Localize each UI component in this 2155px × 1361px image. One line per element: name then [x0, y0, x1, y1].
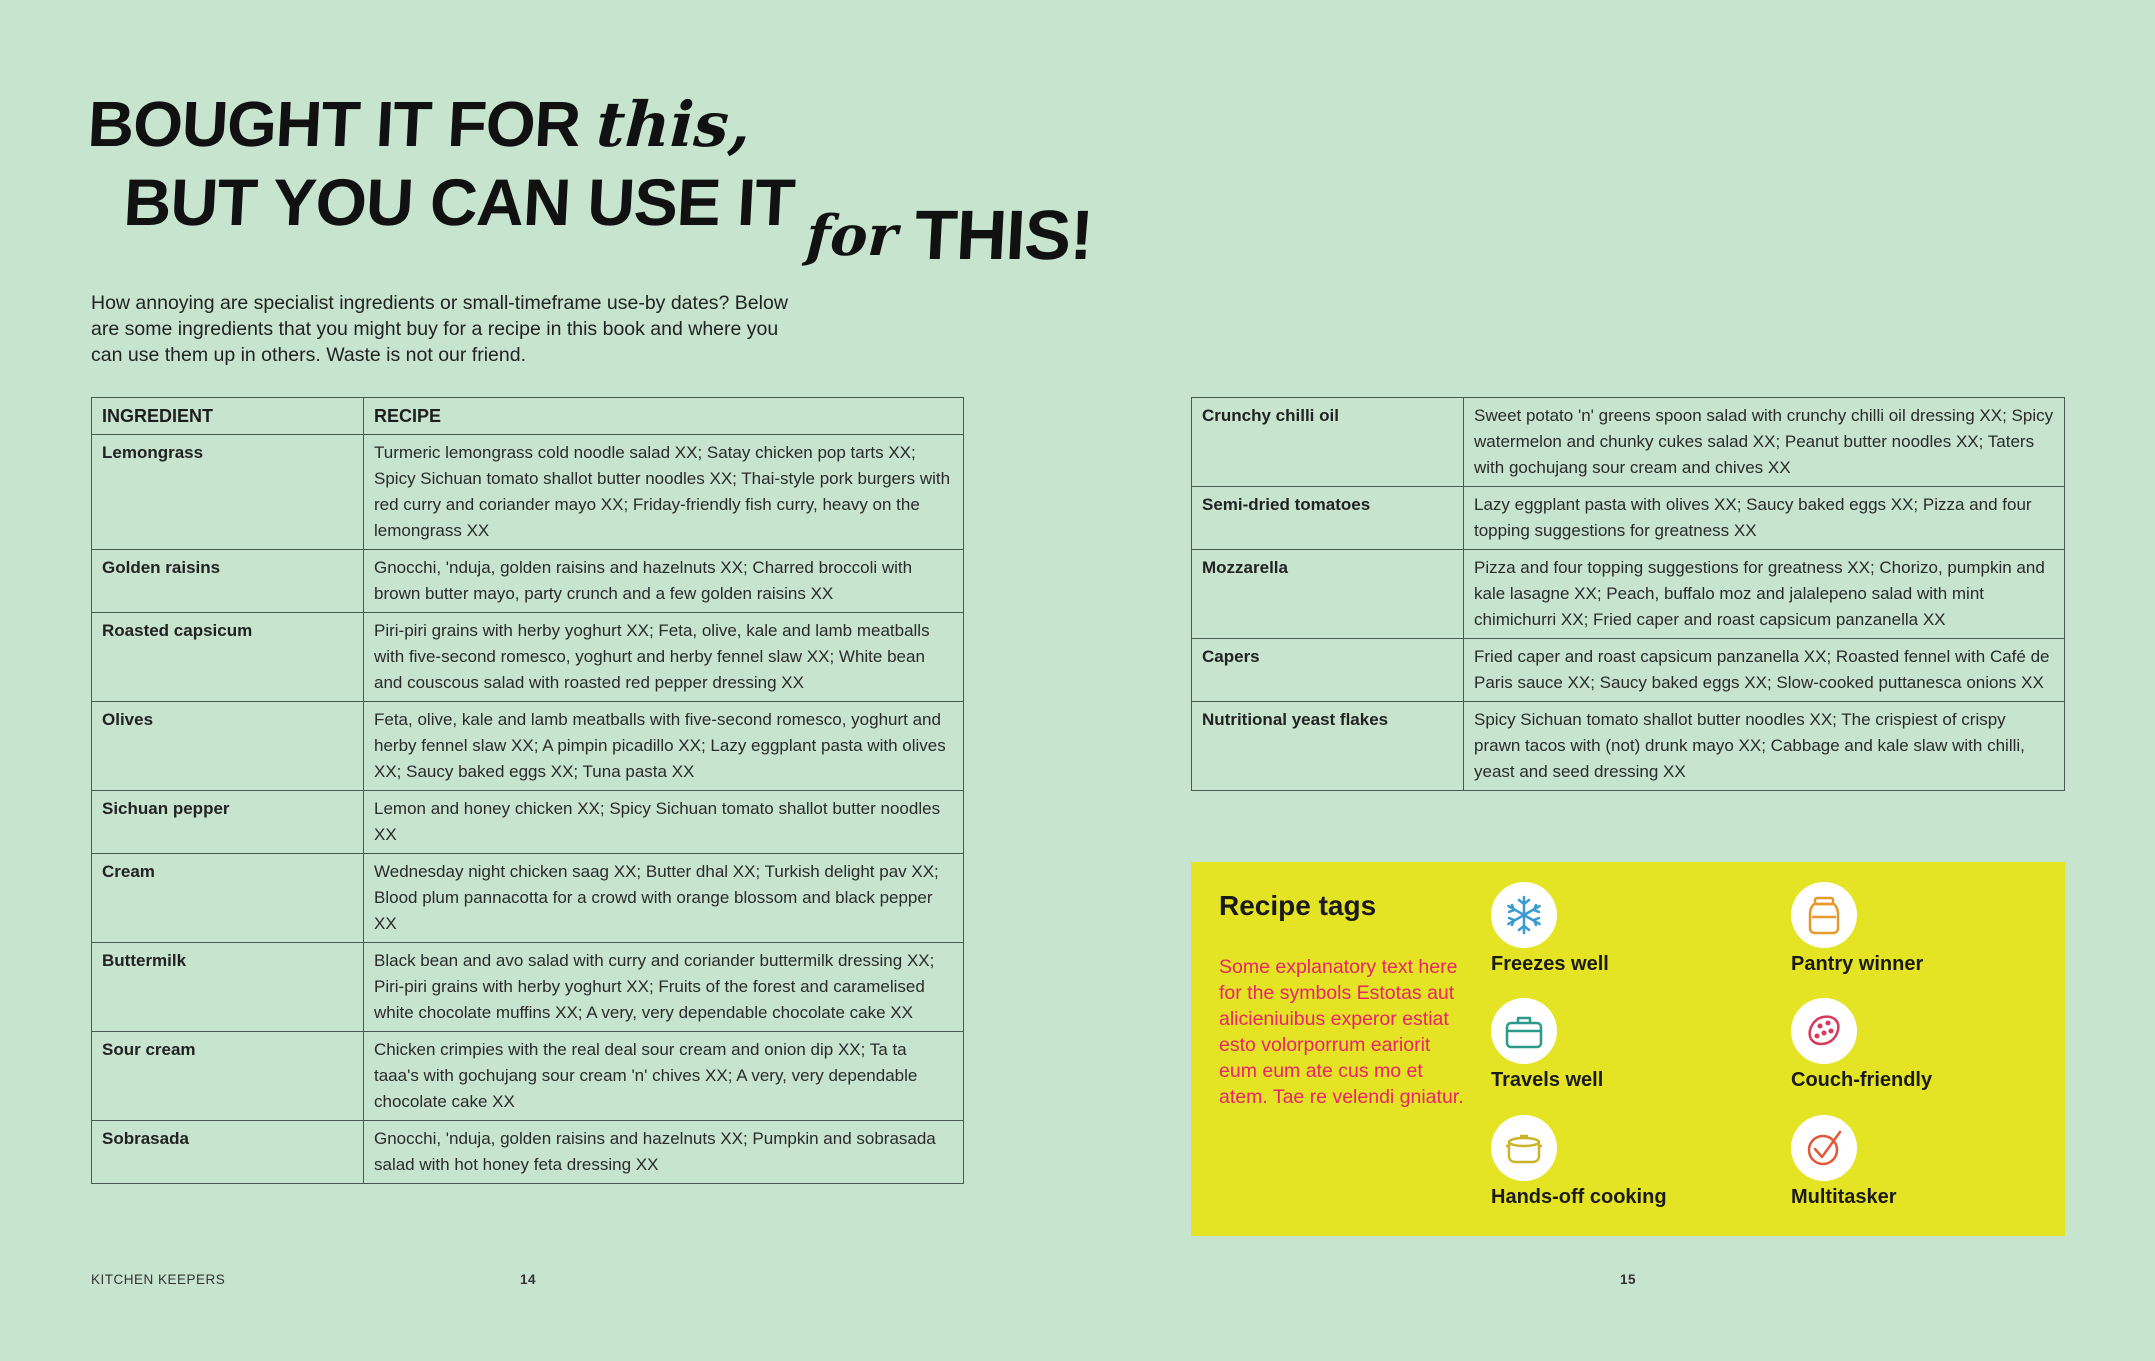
tag-label: Hands-off cooking [1491, 1186, 1667, 1208]
intro-paragraph: How annoying are specialist ingredients or small-timeframe use-by dates? Below are some ingredients that you might buy for a recipe in this book and where you can use them up in others. Waste is not our friend. [91, 292, 788, 366]
table-row [92, 435, 964, 550]
table-row [1192, 398, 2065, 487]
ingredient-cell: Crunchy chilli oil [1192, 398, 1464, 487]
recipe-tags-description: Some explanatory text here for the symbols Estotas aut alicieniuibus experor estiat esto volorporrum eariorit eum eum ate cus mo et atem. Tae re velendi gniatur. [1219, 956, 1464, 1108]
tag-multitasker [1791, 1115, 2051, 1215]
ingredient-cell: Mozzarella [1192, 550, 1464, 639]
table-row [1192, 639, 2065, 702]
recipe-cell: Feta, olive, kale and lamb meatballs with five-second romesco, yoghurt and herby fennel slaw XX; A pimpin picadillo XX; Lazy eggplant pasta with olives XX; Saucy baked eggs XX; Tuna pasta XX [364, 702, 964, 791]
ingredient-cell: Roasted capsicum [92, 613, 364, 702]
tag-label: Pantry winner [1791, 953, 1924, 975]
table-row [92, 613, 964, 702]
recipe-cell: Lazy eggplant pasta with olives XX; Saucy baked eggs XX; Pizza and four topping suggestions for greatness XX [1464, 487, 2065, 550]
recipe-tags-box [1191, 862, 2065, 1236]
ingredient-cell: Sobrasada [92, 1121, 364, 1184]
recipe-cell: Turmeric lemongrass cold noodle salad XX; Satay chicken pop tarts XX; Spicy Sichuan tomato shallot butter noodles XX; Thai-style pork burgers with red curry and coriander mayo XX; Friday-friendly fish curry, heavy on the lemongrass XX [364, 435, 964, 550]
ingredient-table-right [1191, 397, 2065, 791]
ingredient-cell: Sour cream [92, 1032, 364, 1121]
ingredient-cell: Olives [92, 702, 364, 791]
page-title: BOUGHT IT FOR this, BUT YOU CAN USE IT $_{for}$ THIS! [86, 88, 1095, 274]
table-row [92, 550, 964, 613]
page-number-right: 15 [1620, 1272, 1637, 1287]
tag-label: Multitasker [1791, 1186, 1897, 1208]
tag-freezes-well [1491, 882, 1751, 982]
ingredient-cell: Semi-dried tomatoes [1192, 487, 1464, 550]
tag-label: Couch-friendly [1791, 1069, 1933, 1091]
tag-label: Freezes well [1491, 953, 1609, 975]
ingredient-table-left [91, 397, 964, 1184]
ingredient-column-header: INGREDIENT [92, 398, 364, 435]
footer-book-title: KITCHEN KEEPERS [91, 1272, 226, 1287]
ingredient-cell: Nutritional yeast flakes [1192, 702, 1464, 791]
page-number-left: 14 [520, 1272, 537, 1287]
table-row [92, 702, 964, 791]
table-row [92, 854, 964, 943]
recipe-cell: Chicken crimpies with the real deal sour cream and onion dip XX; Ta ta taaa's with gochujang sour cream 'n' chives XX; A very, very dependable chocolate cake XX [364, 1032, 964, 1121]
table-row [92, 791, 964, 854]
table-row [1192, 702, 2065, 791]
table-row [92, 1121, 964, 1184]
recipe-cell: Sweet potato 'n' greens spoon salad with crunchy chilli oil dressing XX; Spicy watermelon and chunky cukes salad XX; Peanut butter noodles XX; Taters with gochujang sour cream and chives XX [1464, 398, 2065, 487]
recipe-cell: Piri-piri grains with herby yoghurt XX; Feta, olive, kale and lamb meatballs with five-second romesco, yoghurt and herby fennel slaw XX; White bean and couscous salad with roasted red pepper dressing XX [364, 613, 964, 702]
lunchbox-icon [1491, 998, 1557, 1064]
tag-label: Travels well [1491, 1069, 1604, 1091]
table-row [92, 943, 964, 1032]
ingredient-cell: Lemongrass [92, 435, 364, 550]
tag-travels-well [1491, 998, 1751, 1098]
ingredient-cell: Capers [1192, 639, 1464, 702]
snowflake-icon [1491, 882, 1557, 948]
table-row [92, 1032, 964, 1121]
recipe-column-header: RECIPE [364, 398, 964, 435]
checkmark-icon [1791, 1115, 1857, 1181]
recipe-cell: Gnocchi, 'nduja, golden raisins and hazelnuts XX; Charred broccoli with brown butter mayo, party crunch and a few golden raisins XX [364, 550, 964, 613]
recipe-cell: Wednesday night chicken saag XX; Butter dhal XX; Turkish delight pav XX; Blood plum pannacotta for a crowd with orange blossom and black pepper XX [364, 854, 964, 943]
ingredient-cell: Sichuan pepper [92, 791, 364, 854]
tag-pantry-winner [1791, 882, 2051, 982]
potato-icon [1791, 998, 1857, 1064]
recipe-cell: Gnocchi, 'nduja, golden raisins and hazelnuts XX; Pumpkin and sobrasada salad with hot honey feta dressing XX [364, 1121, 964, 1184]
tag-hands-off-cooking [1491, 1115, 1751, 1215]
pot-icon [1491, 1115, 1557, 1181]
recipe-tags-title: Recipe tags [1219, 890, 1377, 921]
table-header-row [92, 398, 964, 435]
recipe-cell: Lemon and honey chicken XX; Spicy Sichuan tomato shallot butter noodles XX [364, 791, 964, 854]
ingredient-cell: Cream [92, 854, 364, 943]
ingredient-cell: Buttermilk [92, 943, 364, 1032]
table-row [1192, 487, 2065, 550]
recipe-cell: Pizza and four topping suggestions for greatness XX; Chorizo, pumpkin and kale lasagne XX; Peach, buffalo moz and jalalepeno salad with mint chimichurri XX; Fried caper and roast capsicum panzanella XX [1464, 550, 2065, 639]
recipe-cell: Fried caper and roast capsicum panzanella XX; Roasted fennel with Café de Paris sauce XX; Saucy baked eggs XX; Slow-cooked puttanesca onions XX [1464, 639, 2065, 702]
recipe-cell: Black bean and avo salad with curry and coriander buttermilk dressing XX; Piri-piri grains with herby yoghurt XX; Fruits of the forest and caramelised white chocolate muffins XX; A very, very dependable chocolate cake XX [364, 943, 964, 1032]
ingredient-cell: Golden raisins [92, 550, 364, 613]
jar-icon [1791, 882, 1857, 948]
tag-couch-friendly [1791, 998, 2051, 1098]
table-row [1192, 550, 2065, 639]
recipe-cell: Spicy Sichuan tomato shallot butter noodles XX; The crispiest of crispy prawn tacos with (not) drunk mayo XX; Cabbage and kale slaw with chilli, yeast and seed dressing XX [1464, 702, 2065, 791]
